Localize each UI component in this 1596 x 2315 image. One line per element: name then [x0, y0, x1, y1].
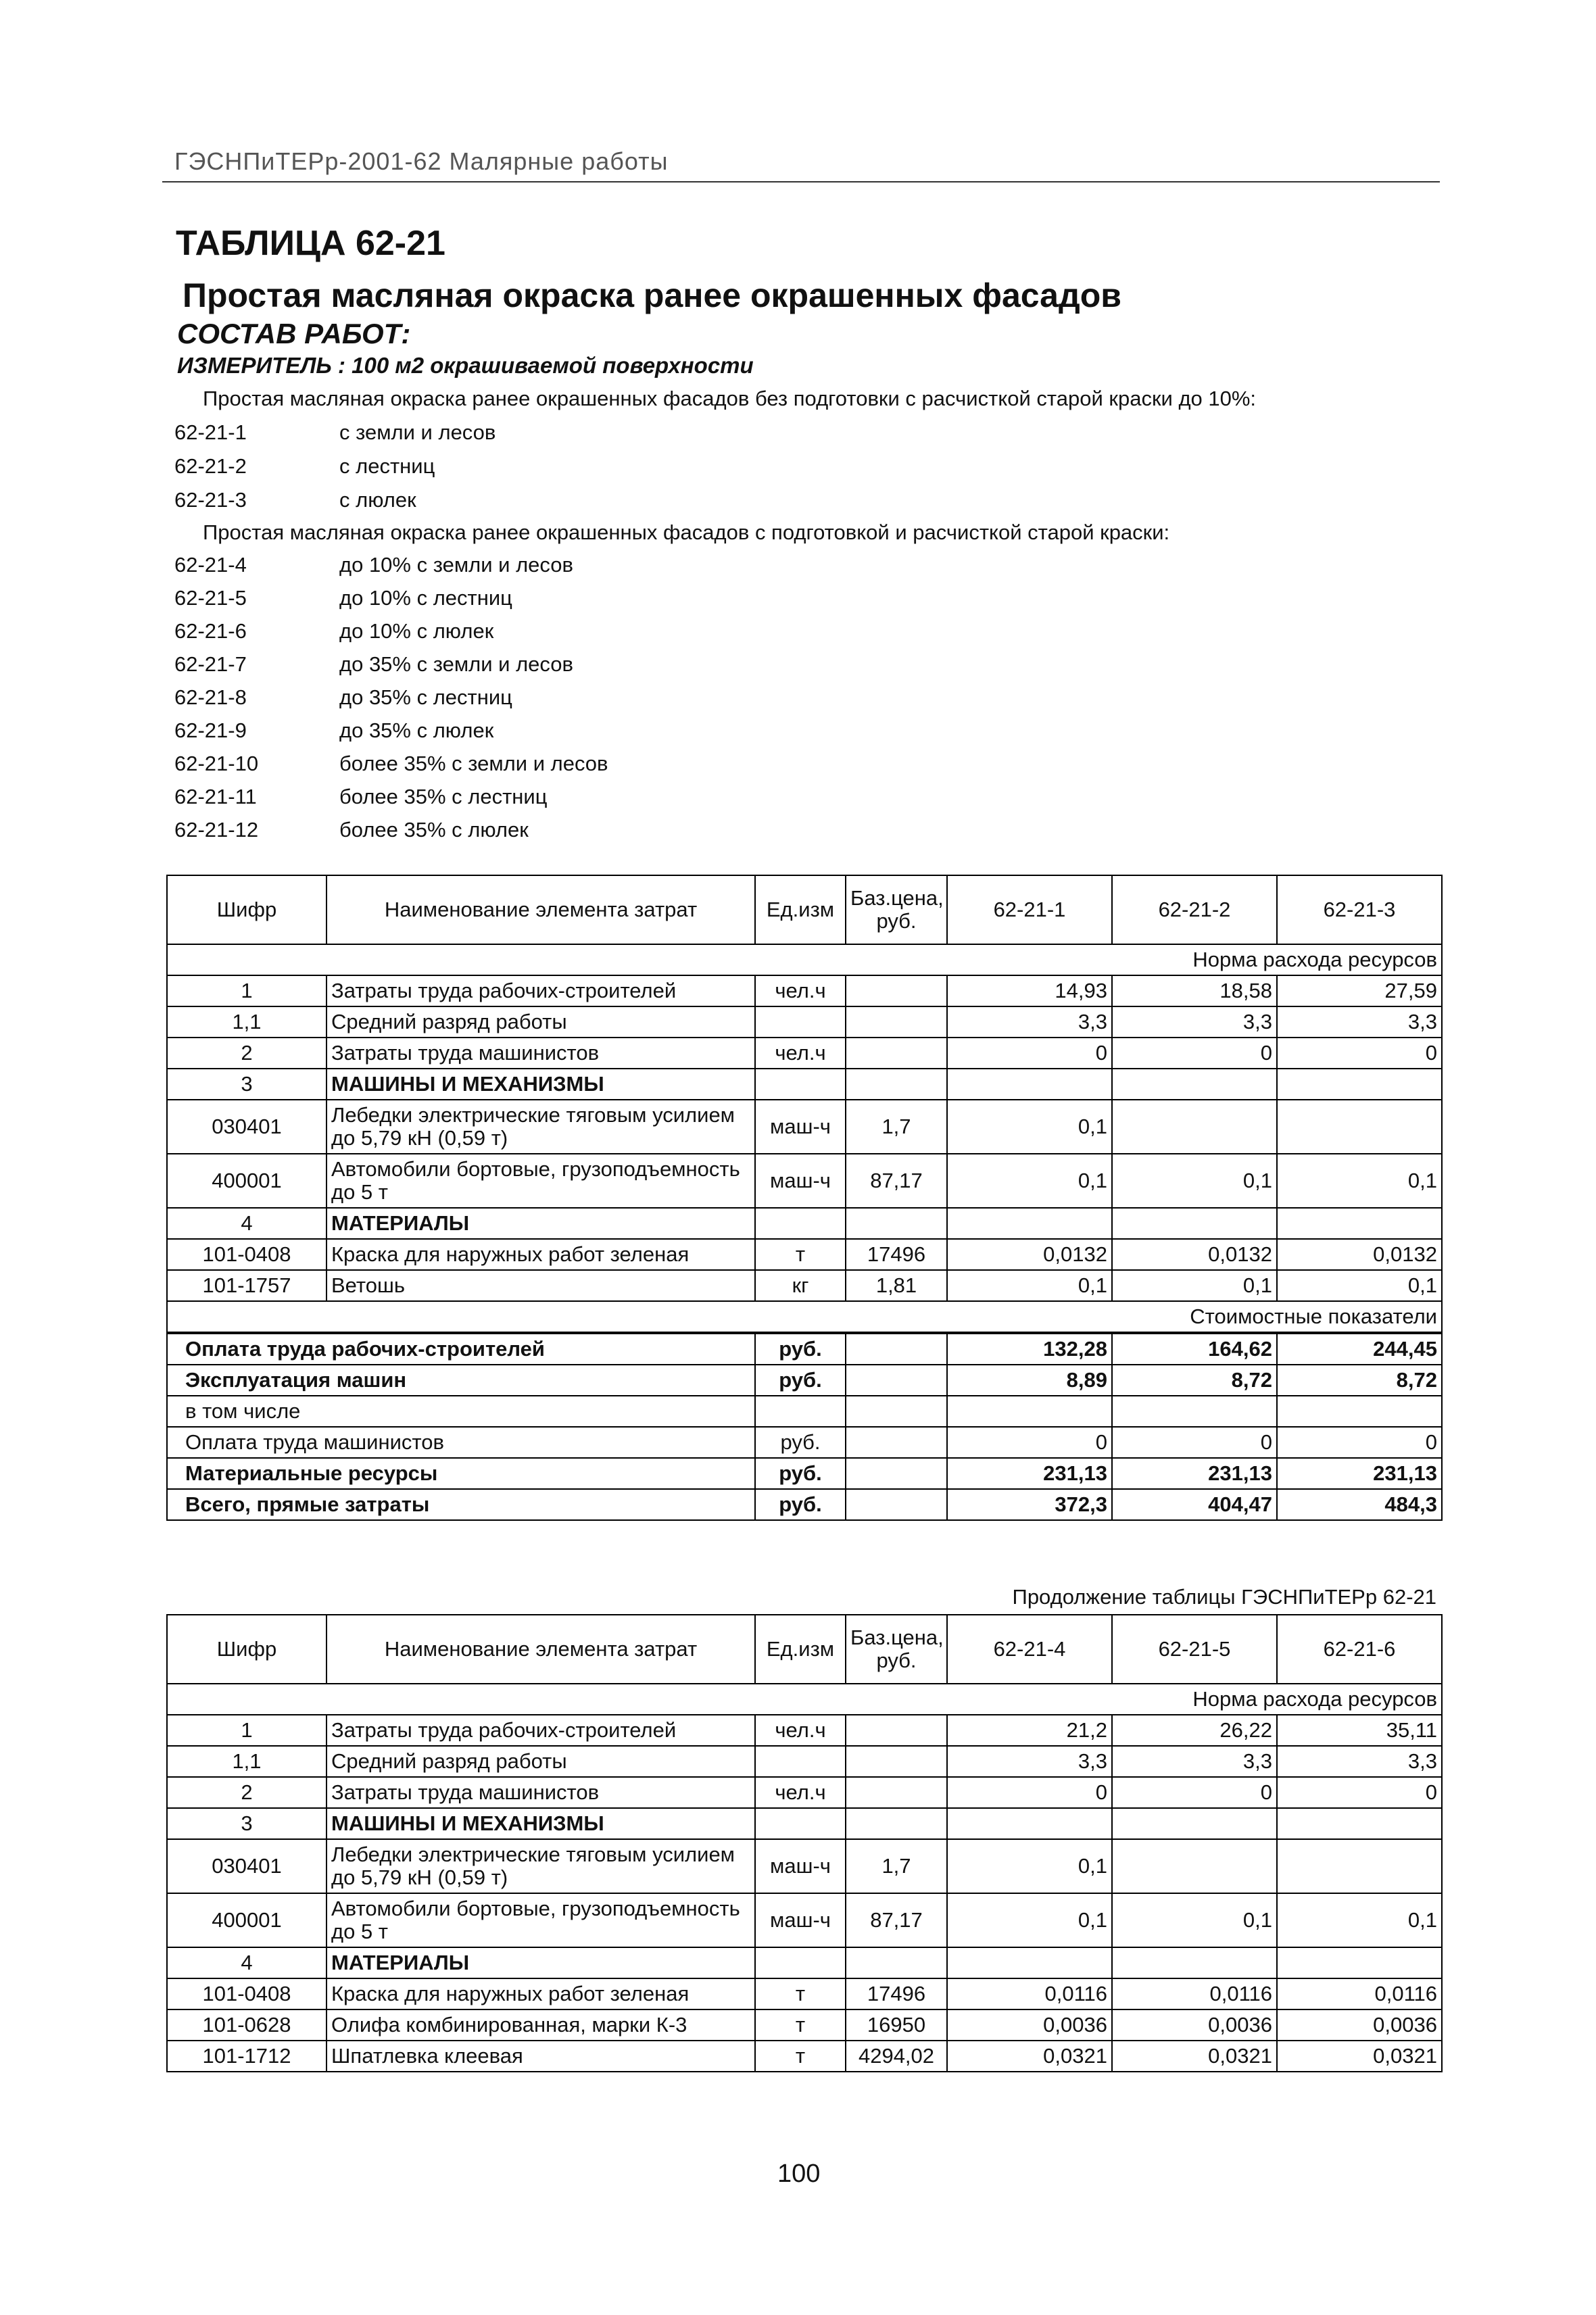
- row-code: 2: [167, 1777, 327, 1808]
- cost-row-label: Оплата труда машинистов: [167, 1427, 755, 1458]
- row-value: [1277, 1839, 1442, 1893]
- row-price: 16950: [846, 2009, 947, 2041]
- cost-value: 8,72: [1277, 1365, 1442, 1396]
- row-code: 030401: [167, 1100, 327, 1154]
- row-price: 87,17: [846, 1893, 947, 1947]
- row-value: [1112, 1100, 1277, 1154]
- work-code: 62-21-11: [174, 785, 257, 808]
- row-value: 0,1: [947, 1839, 1112, 1893]
- work-code: 62-21-5: [174, 586, 247, 610]
- row-value: 0,0321: [947, 2041, 1112, 2072]
- row-name: Ветошь: [327, 1270, 755, 1301]
- row-value: 3,3: [1277, 1006, 1442, 1038]
- section-machines: МАШИНЫ И МЕХАНИЗМЫ: [327, 1808, 755, 1839]
- cost-value: 8,72: [1112, 1365, 1277, 1396]
- section-materials: МАТЕРИАЛЫ: [327, 1208, 755, 1239]
- cost-label: Стоимостные показатели: [167, 1301, 1442, 1333]
- row-value: 0,0116: [1277, 1978, 1442, 2009]
- row-value: 21,2: [947, 1715, 1112, 1746]
- work-desc: до 35% с земли и лесов: [339, 652, 573, 676]
- work-desc: до 35% с люлек: [339, 718, 494, 742]
- work-code: 62-21-3: [174, 488, 247, 512]
- row-name: Краска для наружных работ зеленая: [327, 1239, 755, 1270]
- cost-value: 0: [1277, 1427, 1442, 1458]
- composition-label: СОСТАВ РАБОТ:: [177, 318, 411, 349]
- work-code: 62-21-6: [174, 619, 247, 643]
- cost-value: 231,13: [947, 1458, 1112, 1489]
- row-code: 101-0408: [167, 1239, 327, 1270]
- row-unit: маш-ч: [755, 1100, 846, 1154]
- row-value: 0,0116: [1112, 1978, 1277, 2009]
- row-price: 17496: [846, 1978, 947, 2009]
- row-name: Краска для наружных работ зеленая: [327, 1978, 755, 2009]
- work-code: 62-21-12: [174, 818, 259, 842]
- row-name: Лебедки электрические тяговым усилием до 5,79 кН (0,59 т): [327, 1839, 755, 1893]
- header-unit: Ед.изм: [755, 1615, 846, 1684]
- cost-row-label: в том числе: [167, 1396, 755, 1427]
- row-code: 4: [167, 1947, 327, 1978]
- work-desc: с лестниц: [339, 454, 435, 478]
- cost-row-label: Материальные ресурсы: [167, 1458, 755, 1489]
- row-value: 0,0116: [947, 1978, 1112, 2009]
- row-name: Затраты труда машинистов: [327, 1038, 755, 1069]
- work-code: 62-21-7: [174, 652, 247, 676]
- row-value: 0,0321: [1277, 2041, 1442, 2072]
- row-unit: маш-ч: [755, 1839, 846, 1893]
- header-unit: Ед.изм: [755, 875, 846, 944]
- row-code: 1,1: [167, 1746, 327, 1777]
- section-materials: МАТЕРИАЛЫ: [327, 1947, 755, 1978]
- cost-value: 164,62: [1112, 1333, 1277, 1365]
- row-value: 0,0036: [1277, 2009, 1442, 2041]
- group1-intro: Простая масляная окраска ранее окрашенных фасадов без подготовки с расчисткой старой краски до 10%:: [203, 387, 1257, 410]
- row-unit: кг: [755, 1270, 846, 1301]
- row-price: 17496: [846, 1239, 947, 1270]
- row-name: Олифа комбинированная, марки К-3: [327, 2009, 755, 2041]
- row-value: 0: [1277, 1038, 1442, 1069]
- header-col-1: 62-21-4: [947, 1615, 1112, 1684]
- row-price: 1,7: [846, 1839, 947, 1893]
- cost-row-unit: руб.: [755, 1427, 846, 1458]
- row-unit: [755, 1746, 846, 1777]
- row-price: 4294,02: [846, 2041, 947, 2072]
- row-name: Затраты труда рабочих-строителей: [327, 975, 755, 1006]
- row-value: 0: [947, 1038, 1112, 1069]
- measure-label: ИЗМЕРИТЕЛЬ : 100 м2 окрашиваемой поверхности: [177, 353, 754, 378]
- resource-table-1: [166, 875, 1443, 1521]
- row-code: 101-1757: [167, 1270, 327, 1301]
- row-code: 101-1712: [167, 2041, 327, 2072]
- norm-label: Норма расхода ресурсов: [167, 1684, 1442, 1715]
- section-machines: МАШИНЫ И МЕХАНИЗМЫ: [327, 1069, 755, 1100]
- work-desc: с земли и лесов: [339, 420, 496, 444]
- row-value: 0,0132: [1112, 1239, 1277, 1270]
- group2-intro: Простая масляная окраска ранее окрашенных фасадов с подготовкой и расчисткой старой краски:: [203, 520, 1170, 544]
- row-name: Шпатлевка клеевая: [327, 2041, 755, 2072]
- row-value: 0: [1112, 1777, 1277, 1808]
- row-unit: [755, 1006, 846, 1038]
- cost-value: 404,47: [1112, 1489, 1277, 1520]
- row-unit: т: [755, 1239, 846, 1270]
- row-code: 3: [167, 1808, 327, 1839]
- cost-value: 231,13: [1277, 1458, 1442, 1489]
- table-title: ТАБЛИЦА 62-21: [176, 224, 445, 263]
- row-unit: маш-ч: [755, 1893, 846, 1947]
- row-value: 0,1: [1112, 1154, 1277, 1208]
- row-code: 1,1: [167, 1006, 327, 1038]
- row-value: 0,1: [947, 1893, 1112, 1947]
- header-col-3: 62-21-6: [1277, 1615, 1442, 1684]
- row-name: Автомобили бортовые, грузоподъемность до 5 т: [327, 1893, 755, 1947]
- work-desc: более 35% с лестниц: [339, 785, 548, 808]
- work-code: 62-21-9: [174, 718, 247, 742]
- row-code: 1: [167, 975, 327, 1006]
- row-unit: т: [755, 1978, 846, 2009]
- row-unit: чел.ч: [755, 975, 846, 1006]
- resource-table-2: [166, 1614, 1443, 2072]
- row-value: 0,0321: [1112, 2041, 1277, 2072]
- row-value: 0,1: [1277, 1154, 1442, 1208]
- row-value: [1277, 1100, 1442, 1154]
- row-name: Средний разряд работы: [327, 1746, 755, 1777]
- cost-value: 8,89: [947, 1365, 1112, 1396]
- row-value: 0,0036: [1112, 2009, 1277, 2041]
- row-code: 400001: [167, 1154, 327, 1208]
- work-desc: до 10% с люлек: [339, 619, 494, 643]
- row-value: 0,1: [947, 1100, 1112, 1154]
- work-code: 62-21-8: [174, 685, 247, 709]
- row-value: 0,0036: [947, 2009, 1112, 2041]
- header-col-1: 62-21-1: [947, 875, 1112, 944]
- row-value: 0,1: [947, 1154, 1112, 1208]
- row-name: Автомобили бортовые, грузоподъемность до 5 т: [327, 1154, 755, 1208]
- cost-value: 132,28: [947, 1333, 1112, 1365]
- header-col-3: 62-21-3: [1277, 875, 1442, 944]
- header-rule: [162, 181, 1440, 182]
- header-name: Наименование элемента затрат: [327, 875, 755, 944]
- row-unit: чел.ч: [755, 1715, 846, 1746]
- row-unit: маш-ч: [755, 1154, 846, 1208]
- work-desc: с люлек: [339, 488, 416, 512]
- work-code: 62-21-4: [174, 553, 247, 577]
- cost-value: 372,3: [947, 1489, 1112, 1520]
- row-price: [846, 1715, 947, 1746]
- row-price: 87,17: [846, 1154, 947, 1208]
- cost-row-label: Всего, прямые затраты: [167, 1489, 755, 1520]
- continuation-label: Продолжение таблицы ГЭСНПиТЕРр 62-21: [1012, 1585, 1436, 1609]
- row-unit: т: [755, 2041, 846, 2072]
- cost-row-label: Эксплуатация машин: [167, 1365, 755, 1396]
- row-code: 400001: [167, 1893, 327, 1947]
- row-value: 0: [1277, 1777, 1442, 1808]
- header-cipher: Шифр: [167, 875, 327, 944]
- row-price: [846, 1006, 947, 1038]
- row-price: 1,81: [846, 1270, 947, 1301]
- cost-row-label: Оплата труда рабочих-строителей: [167, 1333, 755, 1365]
- work-code: 62-21-1: [174, 420, 247, 444]
- page-number: 100: [777, 2160, 821, 2188]
- row-value: [1112, 1839, 1277, 1893]
- row-value: 0,0132: [1277, 1239, 1442, 1270]
- row-value: 3,3: [1112, 1006, 1277, 1038]
- cost-value: 0: [947, 1427, 1112, 1458]
- row-price: [846, 1746, 947, 1777]
- norm-label: Норма расхода ресурсов: [167, 944, 1442, 975]
- work-desc: до 35% с лестниц: [339, 685, 512, 709]
- row-code: 1: [167, 1715, 327, 1746]
- running-header: ГЭСНПиТЕРр-2001-62 Малярные работы: [174, 147, 669, 175]
- row-code: 030401: [167, 1839, 327, 1893]
- row-value: 0: [1112, 1038, 1277, 1069]
- row-name: Средний разряд работы: [327, 1006, 755, 1038]
- row-value: 3,3: [947, 1006, 1112, 1038]
- row-price: [846, 1777, 947, 1808]
- row-value: 0,1: [1277, 1893, 1442, 1947]
- cost-value: 0: [1112, 1427, 1277, 1458]
- row-value: 3,3: [1112, 1746, 1277, 1777]
- row-value: 0,1: [1277, 1270, 1442, 1301]
- row-code: 101-0628: [167, 2009, 327, 2041]
- row-value: 14,93: [947, 975, 1112, 1006]
- row-value: 35,11: [1277, 1715, 1442, 1746]
- cost-value: 244,45: [1277, 1333, 1442, 1365]
- row-code: 3: [167, 1069, 327, 1100]
- work-desc: до 10% с земли и лесов: [339, 553, 573, 577]
- row-price: [846, 1038, 947, 1069]
- row-code: 2: [167, 1038, 327, 1069]
- header-price: Баз.цена, руб.: [846, 875, 947, 944]
- row-unit: чел.ч: [755, 1777, 846, 1808]
- subtitle: Простая масляная окраска ранее окрашенных фасадов: [183, 276, 1121, 314]
- work-code: 62-21-10: [174, 752, 259, 775]
- row-value: 26,22: [1112, 1715, 1277, 1746]
- row-value: 0,1: [947, 1270, 1112, 1301]
- cost-value: 231,13: [1112, 1458, 1277, 1489]
- row-name: Затраты труда рабочих-строителей: [327, 1715, 755, 1746]
- row-unit: чел.ч: [755, 1038, 846, 1069]
- work-desc: более 35% с люлек: [339, 818, 529, 842]
- cost-row-unit: руб.: [755, 1365, 846, 1396]
- row-price: [846, 975, 947, 1006]
- row-value: 3,3: [947, 1746, 1112, 1777]
- row-price: 1,7: [846, 1100, 947, 1154]
- row-value: 0,0132: [947, 1239, 1112, 1270]
- cost-value: 484,3: [1277, 1489, 1442, 1520]
- work-desc: до 10% с лестниц: [339, 586, 512, 610]
- row-name: Лебедки электрические тяговым усилием до 5,79 кН (0,59 т): [327, 1100, 755, 1154]
- cost-row-unit: руб.: [755, 1333, 846, 1365]
- header-col-2: 62-21-2: [1112, 875, 1277, 944]
- header-name: Наименование элемента затрат: [327, 1615, 755, 1684]
- row-value: 0,1: [1112, 1270, 1277, 1301]
- row-value: 3,3: [1277, 1746, 1442, 1777]
- header-col-2: 62-21-5: [1112, 1615, 1277, 1684]
- header-cipher: Шифр: [167, 1615, 327, 1684]
- work-desc: более 35% с земли и лесов: [339, 752, 608, 775]
- cost-row-unit: руб.: [755, 1489, 846, 1520]
- work-code: 62-21-2: [174, 454, 247, 478]
- row-value: 18,58: [1112, 975, 1277, 1006]
- row-value: 0,1: [1112, 1893, 1277, 1947]
- row-code: 101-0408: [167, 1978, 327, 2009]
- row-value: 27,59: [1277, 975, 1442, 1006]
- cost-row-unit: руб.: [755, 1458, 846, 1489]
- row-unit: т: [755, 2009, 846, 2041]
- row-code: 4: [167, 1208, 327, 1239]
- row-value: 0: [947, 1777, 1112, 1808]
- header-price: Баз.цена, руб.: [846, 1615, 947, 1684]
- row-name: Затраты труда машинистов: [327, 1777, 755, 1808]
